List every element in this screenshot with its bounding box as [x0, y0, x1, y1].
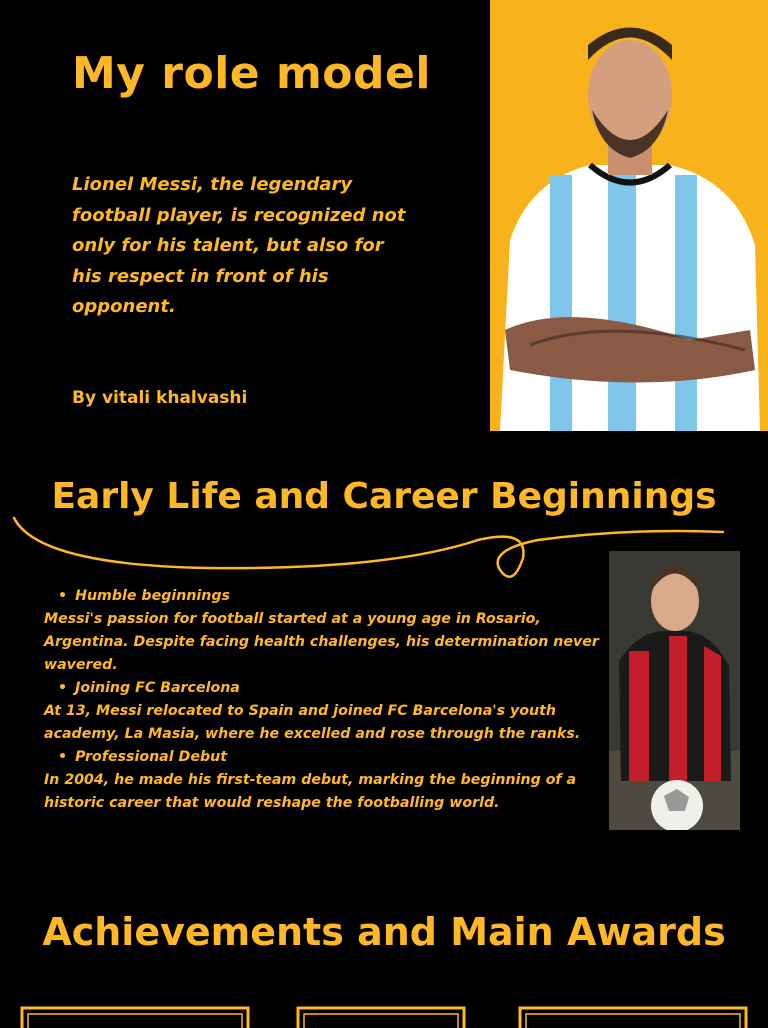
award-card-frame [518, 1004, 748, 1028]
section-title-achievements: Achievements and Main Awards [42, 910, 726, 954]
early-life-content [44, 585, 609, 815]
childhood-photo [609, 551, 740, 830]
list-item-body: At 13, Messi relocated to Spain and joined FC Barcelona's youth academy, La Masia, where he excelled and rose through the ranks. [44, 703, 581, 742]
childhood-photo-illustration [609, 551, 740, 830]
list-item-body: In 2004, he made his first-team debut, marking the beginning of a historic career that would reshape the footballing world. [44, 772, 577, 811]
author-byline: By vitali khalvashi [72, 388, 248, 408]
list-item-heading: • Humble beginnings [44, 585, 609, 608]
list-item-body: Messi's passion for football started at a young age in Rosario, Argentina. Despite facing health challenges, his determination never wavered. [44, 611, 599, 673]
award-card-frame [20, 1004, 250, 1028]
list-item-heading: • Professional Debut [44, 746, 609, 769]
section-title-early-life: Early Life and Career Beginnings [51, 476, 717, 517]
portrait-illustration [490, 0, 768, 431]
intro-paragraph: Lionel Messi, the legendary football player, is recognized not only for his talent, but also for his respect in front of his opponent. [72, 174, 406, 317]
award-card-frame [296, 1004, 466, 1028]
list-item-heading: • Joining FC Barcelona [44, 677, 609, 700]
page-title: My role model [72, 48, 431, 99]
messi-portrait-photo [490, 0, 768, 431]
